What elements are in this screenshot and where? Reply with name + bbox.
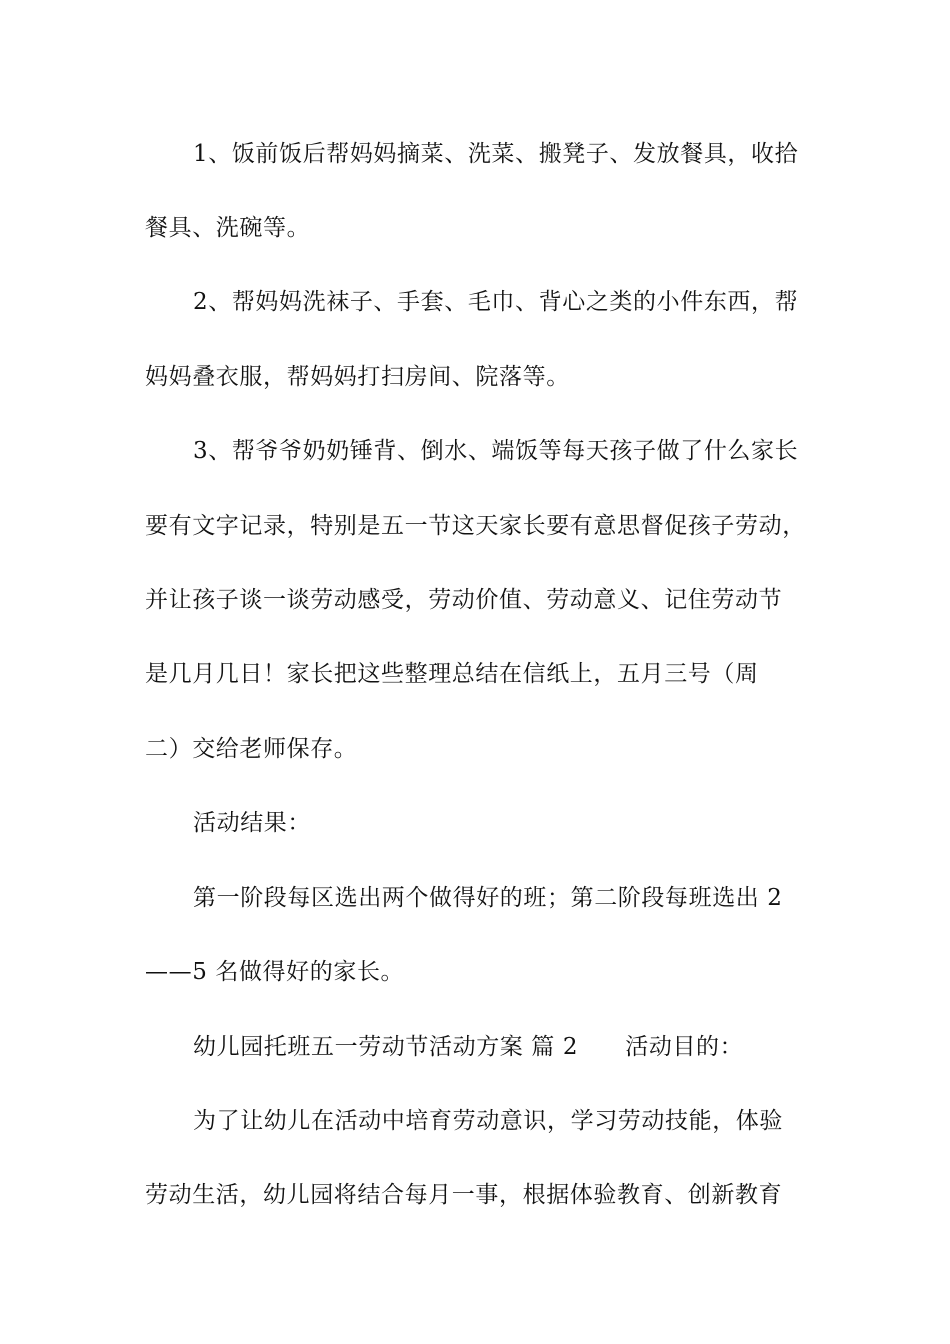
paragraph-line: 要有文字记录，特别是五一节这天家长要有意思督促孩子劳动， [145, 513, 806, 539]
paragraph-line: ——5 名做得好的家长。 [145, 959, 405, 985]
paragraph-line: 第一阶段每区选出两个做得好的班；第二阶段每班选出 2 [193, 885, 783, 911]
paragraph-line: 并让孩子谈一谈劳动感受，劳动价值、劳动意义、记住劳动节 [145, 587, 783, 613]
paragraph-line: 劳动生活，幼儿园将结合每月一事，根据体验教育、创新教育 [145, 1182, 783, 1208]
paragraph-line: 3、帮爷爷奶奶锤背、倒水、端饭等每天孩子做了什么家长 [193, 438, 799, 464]
paragraph-line: 二）交给老师保存。 [145, 736, 358, 762]
paragraph-line: 妈妈叠衣服，帮妈妈打扫房间、院落等。 [145, 364, 570, 390]
paragraph-line: 1、饭前饭后帮妈妈摘菜、洗菜、搬凳子、发放餐具，收拾 [193, 141, 799, 167]
paragraph-line: 是几月几日！家长把这些整理总结在信纸上，五月三号（周 [145, 661, 759, 687]
paragraph-line: 2、帮妈妈洗袜子、手套、毛巾、背心之类的小件东西，帮 [193, 289, 799, 315]
paragraph-line: 餐具、洗碗等。 [145, 215, 311, 241]
paragraph-line: 为了让幼儿在活动中培育劳动意识，学习劳动技能，体验 [193, 1108, 783, 1134]
section-title-line: 幼儿园托班五一劳动节活动方案 篇 2 活动目的： [193, 1034, 744, 1060]
section-heading: 活动结果： [193, 810, 311, 836]
